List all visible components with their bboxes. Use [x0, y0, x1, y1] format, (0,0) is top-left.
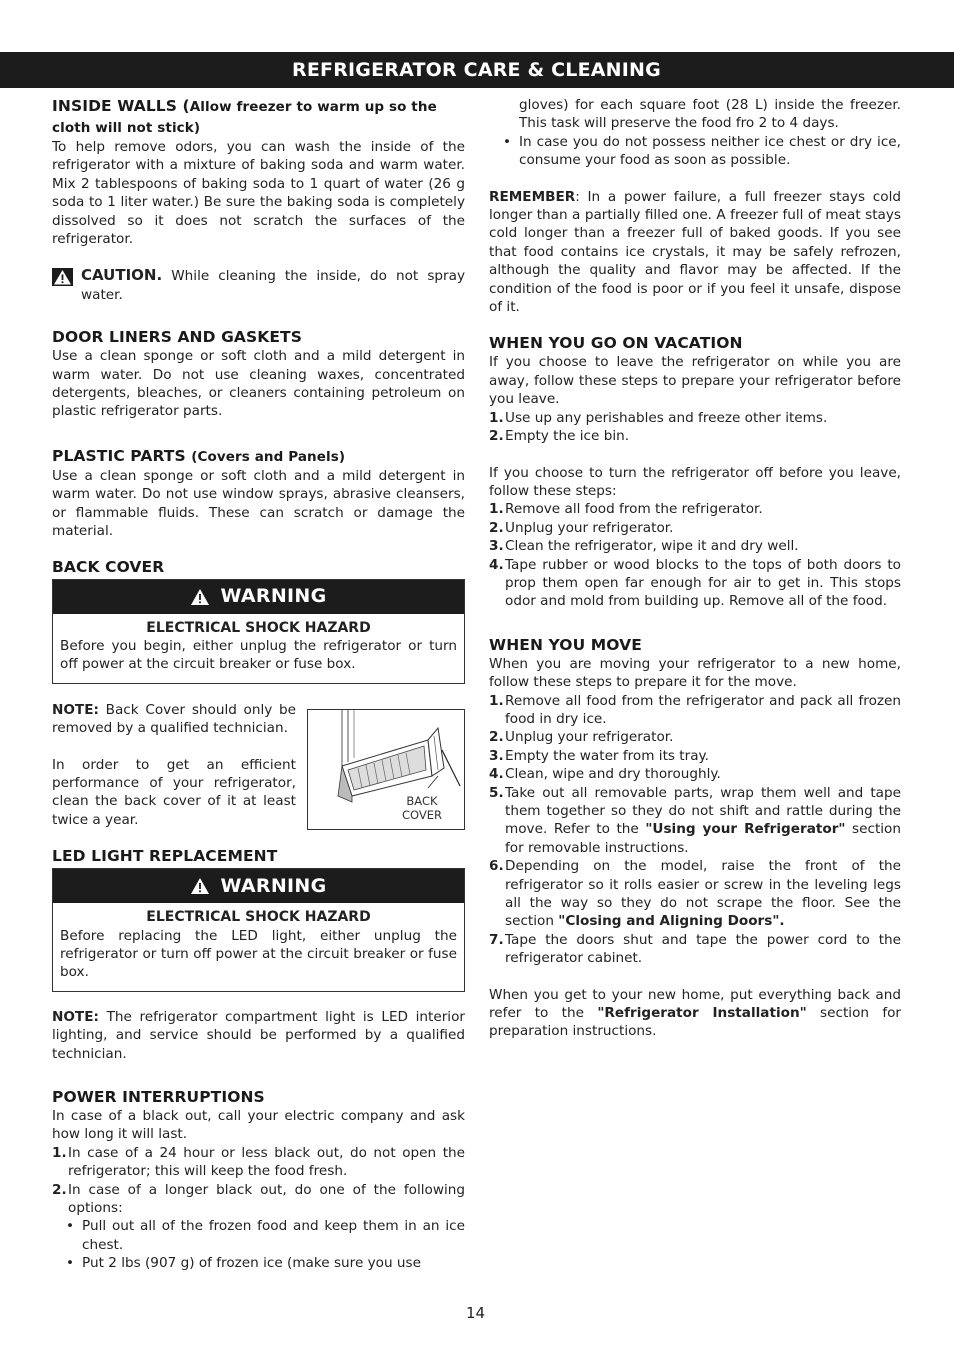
heading-text: INSIDE WALLS ( [52, 97, 190, 115]
step-text: section for removable instructions. [505, 821, 901, 856]
step-text: Take out all removable parts, wrap them well and tape them together so they do not shift and rattle during the move. Refer to the [505, 784, 901, 838]
warning-icon [190, 877, 210, 895]
step-text: Tape rubber or wood blocks to the tops of both doors to prop them open far enough for air to get in. This stops odor and mold from building up. Remove all of the food. [505, 556, 901, 610]
step-number: 2. [489, 428, 504, 445]
bullet-icon: • [66, 1255, 75, 1272]
bullet-icon: • [66, 1218, 75, 1235]
vacation-intro: If you choose to leave the refrigerator on while you are away, follow these steps to prepare your refrigerator before you leave. [489, 354, 901, 408]
door-liners-body: Use a clean sponge or soft cloth and a mild detergent in warm water. Do not use cleaning waxes, concentrated detergents, bleaches, or cleaners containing petroleum on plastic refrigerator parts. [52, 348, 465, 420]
list-item [489, 133, 901, 170]
inside-walls-body: To help remove odors, you can wash the inside of the refrigerator with a mixture of baking soda and warm water. Mix 2 tablespoons of baking soda to 1 quart of water (26 g soda to 1 liter water.) Be sure the baking soda is completely dissolved so it does not scratch the surfaces of the refrigerator. [52, 139, 465, 248]
step-text: Empty the water from its tray. [505, 747, 709, 764]
list-item [489, 409, 901, 427]
remember-note [489, 188, 901, 317]
section-reference: "Using your Refrigerator" [645, 821, 846, 838]
list-item [52, 1254, 465, 1272]
remember-label: REMEMBER [489, 188, 576, 205]
step-number: 4. [489, 766, 504, 783]
step-number: 1. [489, 409, 504, 426]
warning-title: WARNING [220, 874, 327, 897]
list-item [489, 692, 901, 729]
heading-text: PLASTIC PARTS [52, 446, 192, 465]
step-number: 2. [489, 519, 504, 536]
list-item [489, 96, 901, 133]
plastic-parts-heading [52, 446, 465, 467]
move-steps [489, 692, 901, 968]
caution-note [52, 266, 465, 304]
list-item [489, 747, 901, 765]
bullet-text: In case you do not possess neither ice chest or dry ice, consume your food as soon as possible. [519, 133, 901, 169]
step-text: Unplug your refrigerator. [505, 519, 674, 536]
back-cover-para: In order to get an efficient performance of your refrigerator, clean the back cover of it at least twice a year. [52, 756, 296, 828]
caution-icon [52, 268, 73, 286]
back-cover-notes [52, 701, 296, 829]
warning-text: Before you begin, either unplug the refrigerator or turn off power at the circuit breaker or fuse box. [60, 637, 457, 673]
door-liners-heading: DOOR LINERS AND GASKETS [52, 328, 302, 347]
vacation-off-steps [489, 500, 901, 610]
step-text: Tape the doors shut and tape the power cord to the refrigerator cabinet. [505, 931, 901, 967]
vacation-off-intro: If you choose to turn the refrigerator off before you leave, follow these steps: [489, 464, 901, 499]
page-title: REFRIGERATOR CARE & CLEANING [292, 59, 661, 81]
warning-icon [190, 588, 210, 606]
note-label: NOTE: [52, 1008, 99, 1025]
step-number: 2. [489, 729, 504, 746]
bullet-text: Pull out all of the frozen food and keep them in an ice chest. [82, 1218, 465, 1253]
led-warning-box [52, 868, 465, 992]
page-number: 14 [466, 1304, 486, 1322]
step-number: 2. [52, 1181, 67, 1198]
hazard-title: ELECTRICAL SHOCK HAZARD [146, 619, 371, 636]
step-text: Remove all food from the refrigerator and pack all frozen food in dry ice. [505, 692, 901, 727]
step-number: 5. [489, 784, 504, 801]
warning-title: WARNING [220, 585, 327, 608]
list-item [489, 784, 901, 858]
step-text: Use up any perishables and freeze other items. [505, 409, 828, 426]
list-item [52, 1217, 465, 1254]
step-text: Depending on the model, raise the front of the refrigerator so it rolls easier or screw in the leveling legs all the way so they do not scrape the floor. See the section [505, 858, 901, 930]
move-intro: When you are moving your refrigerator to a new home, follow these steps to prepare it for the move. [489, 655, 901, 691]
figure-label-line: COVER [401, 808, 442, 822]
list-item [489, 857, 901, 931]
move-heading: WHEN YOU MOVE [489, 635, 642, 654]
list-item [489, 537, 901, 555]
note-label: NOTE: [52, 701, 99, 718]
back-cover-illustration [307, 709, 465, 830]
power-options-continued [489, 96, 901, 170]
power-steps [52, 1144, 465, 1218]
step-text: Empty the ice bin. [505, 428, 630, 445]
step-text: Clean, wipe and dry thoroughly. [505, 766, 721, 783]
list-item [52, 1144, 465, 1181]
list-item [489, 728, 901, 746]
section-reference: "Closing and Aligning Doors". [558, 913, 785, 930]
step-number: 4. [489, 556, 504, 573]
outro-text: When you get to your new home, put everything back and refer to the [489, 986, 901, 1022]
outro-text: section for preparation instructions. [489, 1005, 902, 1040]
list-item [489, 931, 901, 968]
heading-note: Allow freezer to warm up so the cloth will not stick) [52, 99, 437, 136]
list-item [489, 556, 901, 611]
list-item [489, 500, 901, 518]
left-column [52, 96, 465, 1273]
caution-label: CAUTION. [81, 266, 163, 285]
step-number: 6. [489, 858, 504, 875]
note-text: Back Cover should only be removed by a qualified technician. [52, 701, 296, 737]
step-number: 1. [489, 692, 504, 709]
vacation-on-steps [489, 409, 901, 446]
warning-bar [53, 869, 464, 903]
list-item [52, 1181, 465, 1218]
list-item [489, 519, 901, 537]
bullet-icon: • [503, 133, 512, 150]
bullet-text: Put 2 lbs (907 g) of frozen ice (make sure you use [82, 1255, 421, 1272]
warning-text: Before replacing the LED light, either unplug the refrigerator or turn off power at the circuit breaker or fuse box. [60, 927, 457, 981]
section-reference: "Refrigerator Installation" [597, 1005, 807, 1022]
figure-label-line: BACK [406, 794, 438, 808]
step-text: In case of a 24 hour or less black out, do not open the refrigerator; this will keep the food fresh. [68, 1144, 465, 1180]
right-column [489, 96, 901, 1041]
step-number: 3. [489, 747, 504, 764]
caution-text: While cleaning the inside, do not spray water. [81, 268, 465, 303]
move-outro [489, 986, 901, 1041]
section-banner [0, 52, 954, 88]
back-cover-heading: BACK COVER [52, 557, 165, 576]
led-heading: LED LIGHT REPLACEMENT [52, 847, 278, 866]
power-options [52, 1217, 465, 1272]
heading-note: (Covers and Panels) [191, 448, 346, 465]
step-text: Remove all food from the refrigerator. [505, 501, 763, 518]
power-heading: POWER INTERRUPTIONS [52, 1088, 265, 1106]
inside-walls-heading [52, 96, 465, 138]
step-number: 7. [489, 931, 504, 948]
power-intro: In case of a black out, call your electric company and ask how long it will last. [52, 1108, 465, 1143]
note-text: The refrigerator compartment light is LED interior lighting, and service should be performed by a qualified technician. [52, 1008, 465, 1062]
warning-bar [53, 580, 464, 614]
step-text: In case of a longer black out, do one of the following options: [68, 1181, 465, 1217]
back-cover-warning-box [52, 579, 465, 684]
step-number: 1. [489, 501, 504, 518]
list-item [489, 427, 901, 445]
step-number: 3. [489, 538, 504, 555]
figure-label [388, 794, 456, 822]
led-note [52, 1008, 465, 1063]
step-text: Unplug your refrigerator. [505, 729, 674, 746]
step-text: Clean the refrigerator, wipe it and dry well. [505, 538, 799, 555]
step-number: 1. [52, 1144, 67, 1161]
list-item [489, 765, 901, 783]
plastic-parts-body: Use a clean sponge or soft cloth and a mild detergent in warm water. Do not use window sprays, abrasive cleansers, or flammable fluids. These can scratch or damage the material. [52, 467, 465, 540]
remember-text: : In a power failure, a full freezer stays cold longer than a partially filled one. A freezer full of meat stays cold longer than a freezer full of baked goods. If you see that food contains ice crystals, it may be safely refrozen, although the quality and flavor may be affected. If the condition of the food is poor or if you feel it unsafe, dispose of it. [489, 188, 901, 316]
bullet-text: gloves) for each square foot (28 L) inside the freezer. This task will preserve the food fro 2 to 4 days. [519, 97, 901, 132]
hazard-title: ELECTRICAL SHOCK HAZARD [146, 909, 371, 926]
vacation-heading: WHEN YOU GO ON VACATION [489, 334, 743, 353]
